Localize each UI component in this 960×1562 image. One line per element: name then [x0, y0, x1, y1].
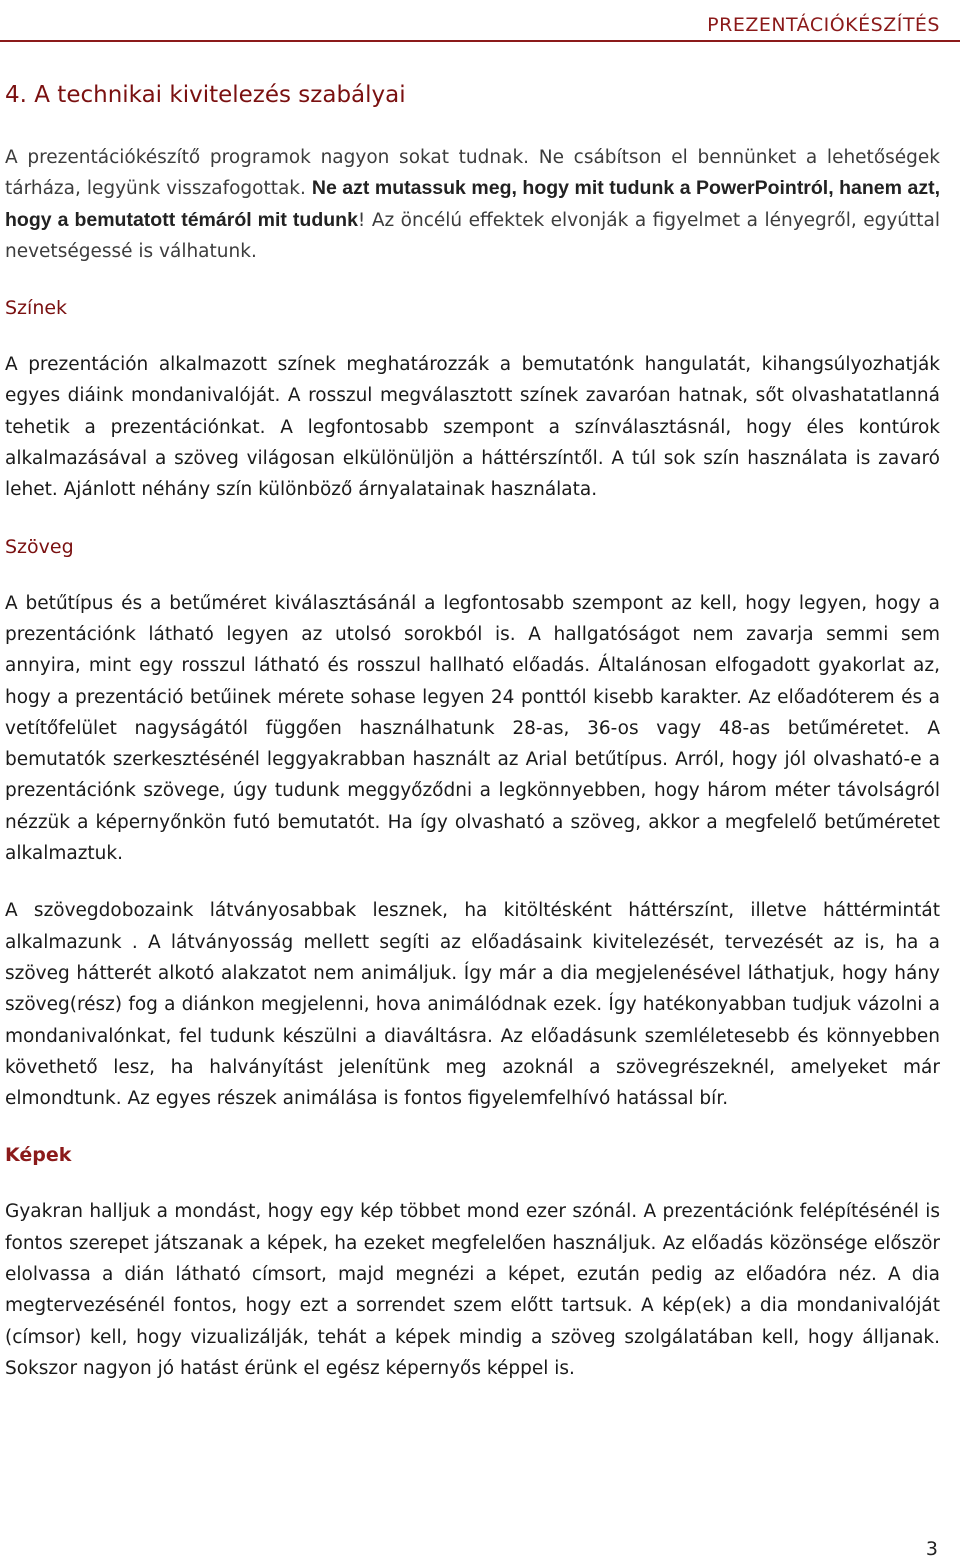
intro-text-3: ! Az öncélú effektek elvonják a figyelmet a lényegről, egyúttal nevetségessé is válhatunk.	[5, 209, 940, 262]
page-number: 3	[925, 1538, 938, 1560]
section-title-szoveg: Szöveg	[5, 535, 74, 558]
running-header: PREZENTÁCIÓKÉSZÍTÉS	[707, 14, 940, 36]
szoveg-paragraph-2: A szövegdobozaink látványosabbak lesznek, ha kitöltésként háttérszínt, illetve háttérmintát alkalmazunk . A látványosság mellett segíti az előadásaink kivitelezését, tervezését az is, ha a szöveg hátterét alkotó alakzatot nem animáljuk. Így már a dia megjelenésével láthatjuk, hogy hány szöveg(rész) fog a diánkon megjelenni, hova animálódnak ezek. Így hatékonyabban tudjuk vázolni a mondanivalónkat, fel tudunk készülni a diaváltásra. Az előadásunk szemléletesebb és könnyebben követhető lesz, ha halványítást jelenítünk meg azoknál a szövegrészeknél, amelyeket már elmondtunk. Az egyes részek animálása is fontos figyelemfelhívó hatással bír.	[5, 900, 940, 1110]
page-content	[5, 78, 940, 1410]
section-title-szinek: Színek	[5, 297, 68, 320]
intro-bold-text: Ne azt mutassuk meg, hogy mit tudunk a PowerPointról, hanem azt, hogy a bemutatott témáról mit tudunk	[5, 177, 940, 231]
kepek-paragraph: Gyakran halljuk a mondást, hogy egy kép többet mond ezer szónál. A prezentációnk felépítésénél is fontos szerepet játszanak a képek, ha ezeket megfelelően használjuk. Az előadás közönsége először elolvassa a dián látható címsort, majd megnézi a képet, ezután pedig az előadóra néz. A dia megtervezésénél fontos, hogy ezt a sorrendet szem előtt tartsuk. A kép(ek) a dia mondanivalóját (címsor) kell, hogy vizualizálják, tehát a képek mindig a szöveg szolgálatában kell, hogy álljanak. Sokszor nagyon jó hatást érünk el egész képernyős képpel is.	[5, 1201, 940, 1379]
intro-paragraph	[5, 142, 940, 267]
szoveg-paragraph-1: A betűtípus és a betűméret kiválasztásánál a legfontosabb szempont az kell, hogy legyen, hogy a prezentációnk látható legyen az utolsó sorokból is. A hallgatóságot nem zavarja semmi sem annyira, mint egy rosszul látható és rosszul hallható előadás. Általánosan elfogadott gyakorlat az, hogy a prezentáció betűinek mérete sohase legyen 24 ponttól kisebb karakter. Az előadóterem és a vetítőfelület nagyságától függően használhatunk 28-as, 36-os vagy 48-as betűméretet. A bemutatók szerkesztésénél leggyakrabban használt az Arial betűtípus. Arról, hogy jól olvasható-e a prezentációnk szövege, úgy tudunk meggyőződni a legkönnyebben, hogy három méter távolságról nézzük a képernyőnkön futó bemutatót. Ha így olvasható a szöveg, akkor a megfelelő betűméretet alkalmaztuk.	[5, 592, 940, 865]
section-title-kepek: Képek	[5, 1144, 72, 1167]
intro-text-1: A prezentációkészítő programok nagyon sokat tudnak. Ne csábítson el bennünket a lehetőségek tárháza, legyünk visszafogottak.	[5, 147, 940, 200]
header-divider	[0, 40, 960, 42]
chapter-title: 4. A technikai kivitelezés szabályai	[5, 82, 406, 108]
szinek-paragraph: A prezentáción alkalmazott színek meghatározzák a bemutatónk hangulatát, kihangsúlyozhatják egyes diáink mondanivalóját. A rosszul megválasztott színek zavaróan hatnak, sőt olvashatatlanná tehetik a prezentációnkat. A legfontosabb szempont a színválasztásnál, hogy éles kontúrok alkalmazásával a szöveg világosan elkülönüljön a háttérszíntől. A túl sok szín használata is zavaró lehet. Ajánlott néhány szín különböző árnyalatainak használata.	[5, 354, 940, 501]
